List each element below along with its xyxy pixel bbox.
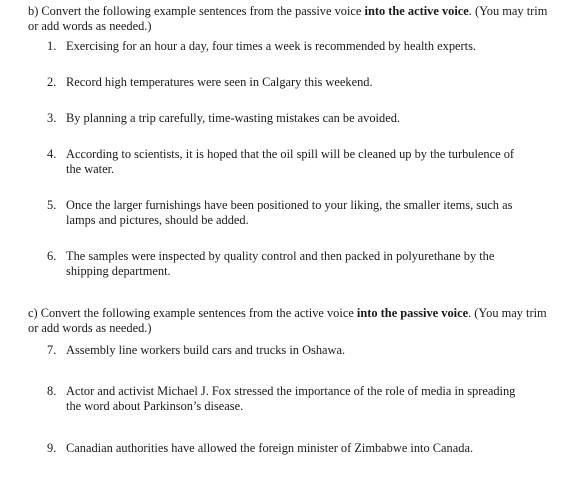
section-b-intro-tail: . (You may trim or add words as needed.): [28, 4, 548, 33]
item-number: 9.: [47, 441, 57, 455]
item-sentence: Record high temperatures were seen in Calgary this weekend.: [66, 75, 373, 89]
item-sentence: Actor and activist Michael J. Fox stressed the importance of the role of media in spreading the word about Parkinson’s disease.: [66, 384, 516, 413]
item-sentence: By planning a trip carefully, time-wasting mistakes can be avoided.: [66, 111, 400, 125]
item-number: 7.: [47, 343, 57, 357]
item-sentence: The samples were inspected by quality control and then packed in polyurethane by the shipping department.: [66, 249, 495, 278]
exercise-item-1: [47, 39, 527, 54]
item-number: 8.: [47, 384, 57, 398]
item-sentence: Once the larger furnishings have been positioned to your liking, the smaller items, such as lamps and pictures, should be added.: [66, 198, 513, 227]
section-c-intro-tail: . (You may trim or add words as needed.): [28, 306, 547, 335]
exercise-item-6: [47, 249, 527, 279]
exercise-item-7: [47, 343, 527, 358]
section-c-instructions: [28, 306, 548, 336]
item-number: 1.: [47, 39, 57, 53]
item-number: 4.: [47, 147, 57, 161]
item-number: 3.: [47, 111, 57, 125]
section-b-intro-text: b) Convert the following example sentences from the passive voice: [28, 4, 365, 18]
item-number: 2.: [47, 75, 57, 89]
item-sentence: Assembly line workers build cars and trucks in Oshawa.: [66, 343, 346, 357]
item-sentence: Canadian authorities have allowed the foreign minister of Zimbabwe into Canada.: [66, 441, 474, 455]
exercise-item-2: [47, 75, 527, 90]
section-c-intro-text: c) Convert the following example sentences from the active voice: [28, 306, 357, 320]
exercise-item-4: [47, 147, 527, 177]
exercise-item-8: [47, 384, 527, 414]
exercise-item-5: [47, 198, 527, 228]
section-b-instructions: [28, 4, 548, 34]
section-c-intro-emphasis: into the passive voice: [356, 306, 469, 320]
item-sentence: According to scientists, it is hoped that the oil spill will be cleaned up by the turbulence of the water.: [66, 147, 515, 176]
exercise-item-9: [47, 441, 527, 456]
item-number: 5.: [47, 198, 57, 212]
section-b-intro-emphasis: into the active voice: [364, 4, 469, 18]
exercise-item-3: [47, 111, 527, 126]
item-number: 6.: [47, 249, 57, 263]
item-sentence: Exercising for an hour a day, four times a week is recommended by health experts.: [66, 39, 477, 53]
